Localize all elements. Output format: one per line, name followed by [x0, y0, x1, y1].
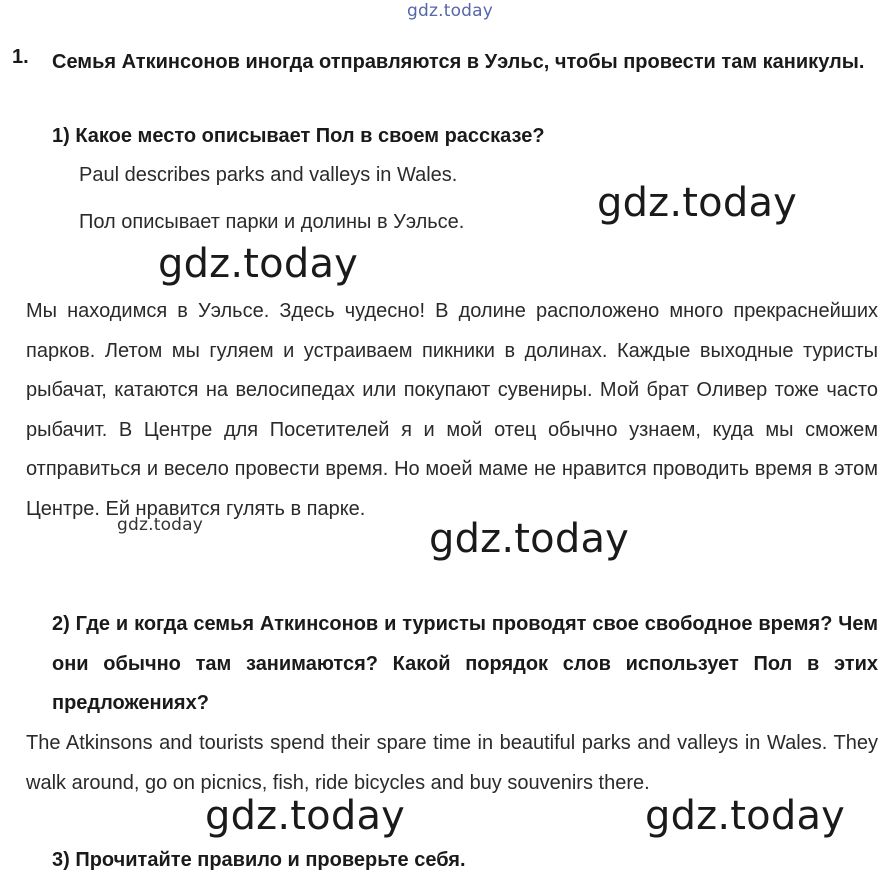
question-1: 1) Какое место описывает Пол в своем рассказе?	[52, 125, 545, 147]
task-number: 1.	[12, 46, 29, 68]
answer-1-russian: Пол описывает парки и долины в Уэльсе.	[79, 211, 465, 233]
watermark-right-upper: gdz.today	[597, 180, 798, 226]
watermark-center-lower: gdz.today	[429, 516, 630, 562]
watermark-small-lower: gdz.today	[117, 515, 204, 535]
watermark-left-middle: gdz.today	[158, 241, 359, 287]
question-2: 2) Где и когда семья Аткинсонов и туристы проводят свое свободное время? Чем они обычно там занимаются? Какой порядок слов использует Пол в этих предложениях?	[52, 613, 878, 714]
answer-2: The Atkinsons and tourists spend their spare time in beautiful parks and valleys in Wales. They walk around, go on picnics, fish, ride bicycles and buy souvenirs there.	[26, 732, 878, 794]
watermark-top: gdz.today	[407, 1, 494, 21]
watermark-bottom-right: gdz.today	[645, 793, 846, 839]
task-title: Семья Аткинсонов иногда отправляются в Уэльс, чтобы провести там каникулы.	[52, 51, 865, 73]
question-3: 3) Прочитайте правило и проверьте себя.	[52, 849, 466, 871]
watermark-bottom-left: gdz.today	[205, 793, 406, 839]
translation-paragraph: Мы находимся в Уэльсе. Здесь чудесно! В долине расположено много прекраснейших парков. Летом мы гуляем и устраиваем пикники в долинах. Каждые выходные туристы рыбачат, катаются на велосипедах или покупают сувениры. Мой брат Оливер тоже часто рыбачит. В Центре для Посетителей я и мой отец обычно узнаем, куда мы сможем отправиться и весело провести время. Но моей маме не нравится проводить время в этом Центре. Ей нравится гулять в парке.	[26, 300, 878, 520]
answer-1-english: Paul describes parks and valleys in Wales.	[79, 164, 458, 186]
